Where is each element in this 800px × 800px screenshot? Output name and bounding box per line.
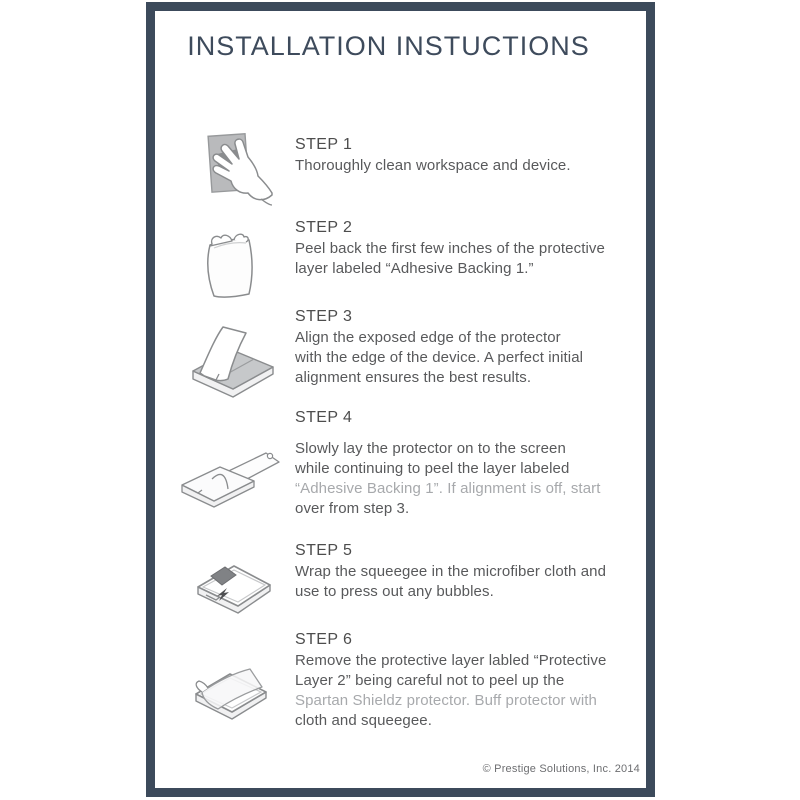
step-line: Spartan Shieldz protector. Buff protector with (295, 692, 597, 709)
step-line: Peel back the first few inches of the protective (295, 240, 605, 257)
step-line: cloth and squeegee. (295, 712, 433, 729)
step-line: Wrap the squeegee in the microfiber cloth and (295, 563, 607, 580)
step-line: alignment ensures the best results. (295, 369, 532, 386)
step-text (295, 307, 646, 388)
step-1 (155, 135, 646, 176)
step-text (295, 541, 646, 602)
lay-protector-icon (178, 441, 284, 515)
step-text (295, 135, 646, 176)
step-line: while continuing to peel the layer labeled (295, 460, 570, 477)
step-text (295, 408, 646, 519)
step-line: Remove the protective layer labled “Protective (295, 652, 607, 669)
step-4 (155, 408, 646, 519)
step-line: with the edge of the device. A perfect initial (295, 349, 584, 366)
peel-backing-icon (201, 231, 265, 301)
align-protector-icon (188, 319, 278, 401)
remove-layer-icon (186, 656, 276, 726)
step-text (295, 218, 646, 279)
clean-device-icon (197, 129, 275, 207)
step-line: “Adhesive Backing 1”. If alignment is off, start (295, 480, 601, 497)
step-3 (155, 307, 646, 388)
step-line: Layer 2” being careful not to peel up the (295, 672, 565, 689)
step-label: STEP 6 (295, 631, 353, 648)
step-line: layer labeled “Adhesive Backing 1.” (295, 260, 534, 277)
step-line: use to press out any bubbles. (295, 583, 494, 600)
card-content (155, 11, 646, 788)
page-title: INSTALLATION INSTUCTIONS (187, 31, 590, 61)
step-6 (155, 630, 646, 731)
step-label: STEP 5 (295, 542, 353, 559)
step-line: over from step 3. (295, 500, 410, 517)
step-label: STEP 2 (295, 219, 353, 236)
step-label: STEP 3 (295, 308, 353, 325)
step-2 (155, 218, 646, 279)
step-line: Thoroughly clean workspace and device. (295, 157, 571, 174)
step-label: STEP 1 (295, 136, 353, 153)
step-text (295, 630, 646, 731)
copyright-text: © Prestige Solutions, Inc. 2014 (482, 763, 640, 775)
instruction-card (146, 2, 655, 797)
step-5 (155, 541, 646, 602)
step-label: STEP 4 (295, 409, 353, 426)
step-line: Align the exposed edge of the protector (295, 329, 561, 346)
step-line: Slowly lay the protector on to the screen (295, 440, 566, 457)
squeegee-icon (186, 545, 280, 627)
